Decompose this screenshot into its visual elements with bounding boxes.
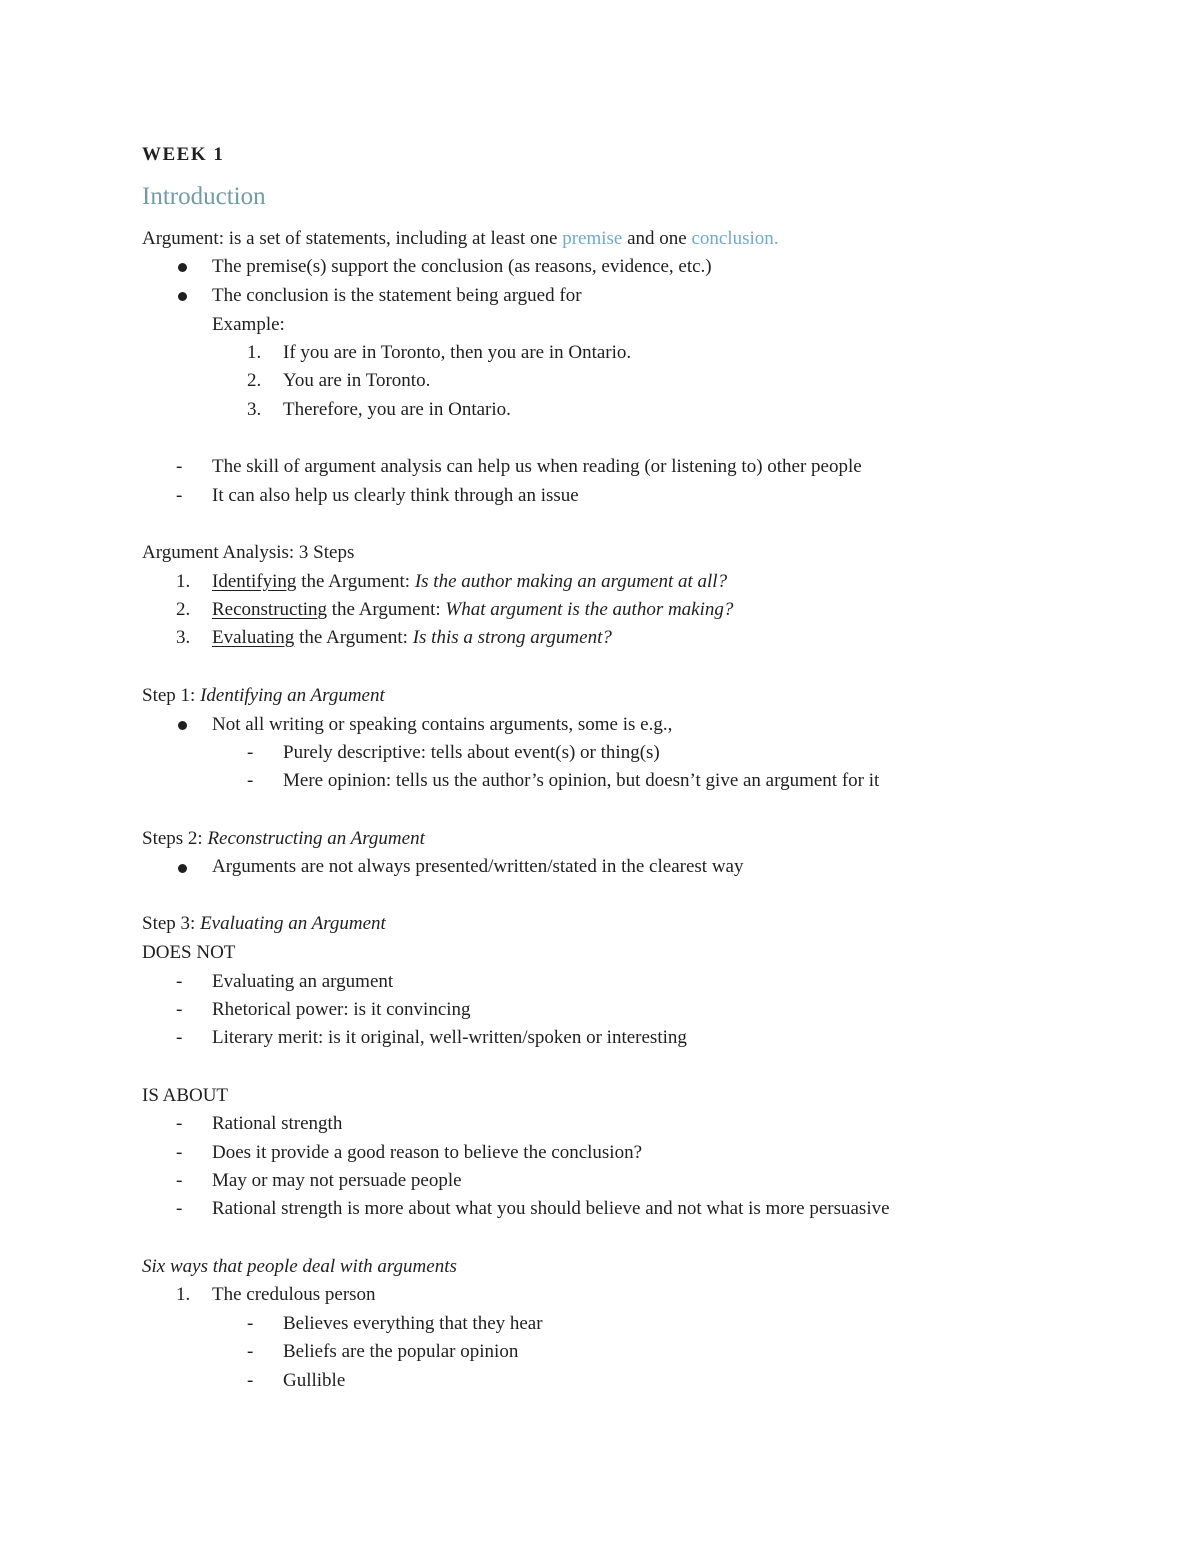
premise-term: premise xyxy=(562,228,623,249)
step2-heading: Steps 2: Reconstructing an Argument xyxy=(142,828,425,849)
step1-heading: Step 1: Identifying an Argument xyxy=(142,685,385,706)
list-item: The conclusion is the statement being argued for xyxy=(212,285,582,306)
list-item: Arguments are not always presented/written/stated in the clearest way xyxy=(212,856,744,877)
dash-marker: - xyxy=(247,770,254,791)
list-item: Therefore, you are in Ontario. xyxy=(283,399,511,420)
list-item: Does it provide a good reason to believe the conclusion? xyxy=(212,1142,643,1163)
bullet-icon xyxy=(178,721,187,730)
dash-marker: - xyxy=(176,456,183,477)
dash-marker: - xyxy=(176,485,183,506)
dash-marker: - xyxy=(247,1313,254,1334)
week-label: WEEK 1 xyxy=(142,144,225,165)
list-item: The credulous person xyxy=(212,1284,376,1305)
dash-marker: - xyxy=(176,999,183,1020)
example-label: Example: xyxy=(212,314,285,335)
list-number: 1. xyxy=(176,1284,191,1305)
list-item: Rational strength is more about what you should believe and not what is more persuasive xyxy=(212,1198,890,1219)
dash-marker: - xyxy=(247,1341,254,1362)
list-item: Mere opinion: tells us the author’s opinion, but doesn’t give an argument for it xyxy=(283,770,880,791)
list-item: Believes everything that they hear xyxy=(283,1313,543,1334)
list-item: If you are in Toronto, then you are in Ontario. xyxy=(283,342,632,363)
bullet-icon xyxy=(178,263,187,272)
dash-marker: - xyxy=(176,1113,183,1134)
section-heading: Introduction xyxy=(142,183,266,210)
dash-marker: - xyxy=(247,742,254,763)
list-number: 2. xyxy=(247,370,262,391)
list-item: Beliefs are the popular opinion xyxy=(283,1341,519,1362)
dash-marker: - xyxy=(176,1027,183,1048)
list-item: Evaluating an argument xyxy=(212,971,394,992)
is-about-label: IS ABOUT xyxy=(142,1085,229,1106)
dash-marker: - xyxy=(247,1370,254,1391)
six-ways-heading: Six ways that people deal with arguments xyxy=(142,1256,457,1277)
list-number: 1. xyxy=(247,342,262,363)
step-item: Evaluating the Argument: Is this a strong argument? xyxy=(212,627,612,648)
dash-marker: - xyxy=(176,1170,183,1191)
list-item: You are in Toronto. xyxy=(283,370,431,391)
list-item: Rhetorical power: is it convincing xyxy=(212,999,471,1020)
argument-definition: Argument: is a set of statements, including at least one premise and one conclusion. xyxy=(142,228,779,249)
step-item: Identifying the Argument: Is the author making an argument at all? xyxy=(212,571,728,592)
list-item: The premise(s) support the conclusion (as reasons, evidence, etc.) xyxy=(212,256,712,277)
list-item: Rational strength xyxy=(212,1113,343,1134)
step-item: Reconstructing the Argument: What argument is the author making? xyxy=(212,599,734,620)
list-item: Gullible xyxy=(283,1370,346,1391)
list-item: Literary merit: is it original, well-written/spoken or interesting xyxy=(212,1027,687,1048)
list-item: It can also help us clearly think through an issue xyxy=(212,485,579,506)
dash-marker: - xyxy=(176,1198,183,1219)
bullet-icon xyxy=(178,292,187,301)
step3-heading: Step 3: Evaluating an Argument xyxy=(142,913,386,934)
list-item: May or may not persuade people xyxy=(212,1170,462,1191)
list-number: 3. xyxy=(247,399,262,420)
bullet-icon xyxy=(178,864,187,873)
list-number: 2. xyxy=(176,599,191,620)
conclusion-term: conclusion xyxy=(691,228,774,249)
list-item: Not all writing or speaking contains arguments, some is e.g., xyxy=(212,714,673,735)
list-number: 1. xyxy=(176,571,191,592)
does-not-label: DOES NOT xyxy=(142,942,236,963)
dash-marker: - xyxy=(176,1142,183,1163)
dash-marker: - xyxy=(176,971,183,992)
list-item: Purely descriptive: tells about event(s) or thing(s) xyxy=(283,742,660,763)
analysis-title: Argument Analysis: 3 Steps xyxy=(142,542,355,563)
list-number: 3. xyxy=(176,627,191,648)
list-item: The skill of argument analysis can help us when reading (or listening to) other people xyxy=(212,456,862,477)
